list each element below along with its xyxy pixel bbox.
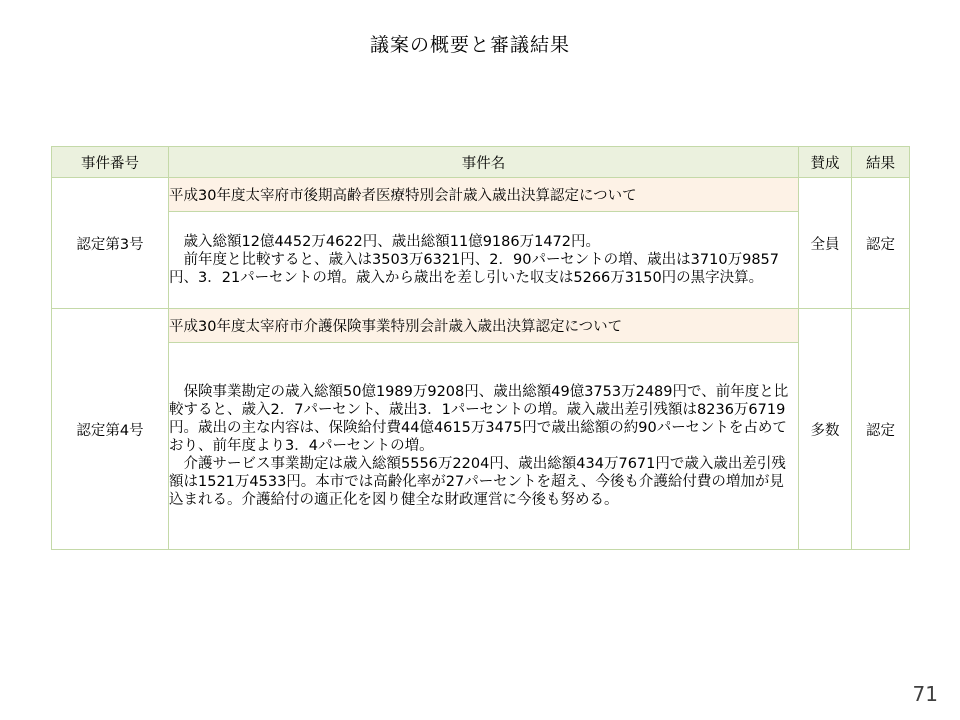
- table-row-detail: [52, 343, 910, 550]
- header-result: 結果: [852, 147, 910, 178]
- detail-paragraph: 歳入総額12億4452万4622円、歳出総額11億9186万1472円。: [183, 234, 601, 250]
- page-title: 議案の概要と審議結果: [369, 34, 570, 56]
- detail-paragraph: 前年度と比較すると、歳入は3503万6321円、2．90パーセントの増、歳出は3710万9857円、3．21パーセントの増。歳入から歳出を差し引いた収支は5266万3150円の黒字決算。: [169, 252, 779, 286]
- case-number-cell: 認定第4号: [52, 309, 169, 550]
- header-case-name: 事件名: [169, 147, 799, 178]
- votes-cell: 多数: [799, 309, 852, 550]
- case-subject-cell: 平成30年度太宰府市後期高齢者医療特別会計歳入歳出決算認定について: [169, 178, 799, 212]
- case-number-cell: 認定第3号: [52, 178, 169, 309]
- header-case-number: 事件番号: [52, 147, 169, 178]
- detail-paragraph: 介護サービス事業勘定は歳入総額5556万2204円、歳出総額434万7671円で歳入歳出差引残額は1521万4533円。本市では高齢化率が27パーセントを超え、今後も介護給付費の増加が見込まれる。介護給付の適正化を図り健全な財政運営に今後も努める。: [169, 456, 786, 508]
- agenda-table: [51, 146, 910, 550]
- header-votes: 賛成: [799, 147, 852, 178]
- votes-cell: 全員: [799, 178, 852, 309]
- table-row-detail: [52, 212, 910, 309]
- result-cell: 認定: [852, 309, 910, 550]
- result-cell: 認定: [852, 178, 910, 309]
- case-subject-cell: 平成30年度太宰府市介護保険事業特別会計歳入歳出決算認定について: [169, 309, 799, 343]
- case-detail-cell: [169, 343, 799, 550]
- table-row: [52, 309, 910, 343]
- case-detail-cell: [169, 212, 799, 309]
- page-number: 71: [912, 682, 938, 706]
- detail-paragraph: 保険事業勘定の歳入総額50億1989万9208円、歳出総額49億3753万2489円で、前年度と比較すると、歳入2．7パーセント、歳出3．1パーセントの増。歳入歳出差引残額は8236万6719円。歳出の主な内容は、保険給付費44億4615万3475円で歳出総額の約90パーセントを占めており、前年度より3．4パーセントの増。: [169, 384, 789, 454]
- table-row: [52, 178, 910, 212]
- table-header-row: [52, 147, 910, 178]
